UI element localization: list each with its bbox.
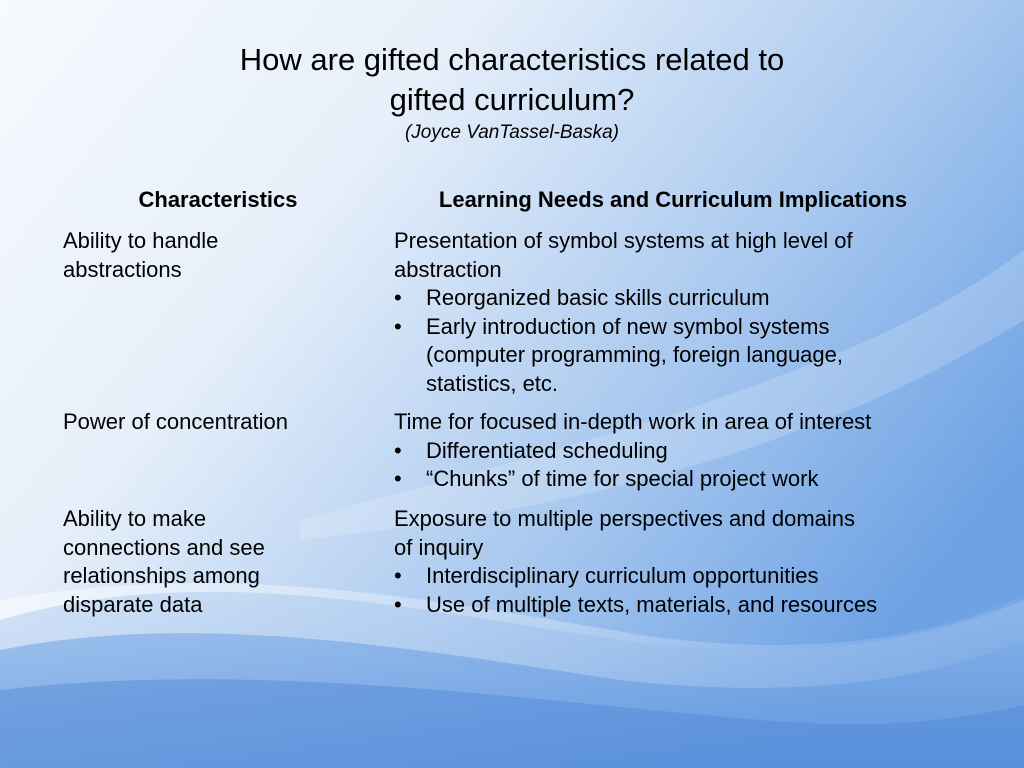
characteristic-cell: [63, 227, 363, 284]
list-item: [394, 284, 964, 313]
learning-needs-cell: [394, 408, 964, 494]
characteristic-line: relationships among: [63, 563, 260, 588]
list-item: [394, 591, 964, 620]
implication-list: [394, 437, 964, 494]
characteristic-line: abstractions: [63, 256, 182, 282]
implication-list: [394, 562, 964, 619]
bullet-icon: •: [394, 285, 402, 310]
slide-title: [112, 40, 912, 120]
slide-title-line-1: How are gifted characteristics related to: [239, 42, 785, 77]
list-item: [394, 465, 964, 494]
bullet-icon: •: [394, 466, 402, 491]
column-header-learning-needs: Learning Needs and Curriculum Implications: [438, 187, 908, 212]
need-line: Exposure to multiple perspectives and domains: [394, 506, 856, 531]
list-item: [394, 562, 964, 591]
list-item: [394, 313, 926, 399]
list-item-text: Use of multiple texts, materials, and resources: [426, 591, 878, 617]
characteristic-line: connections and see: [63, 534, 265, 560]
learning-needs-cell: [394, 227, 964, 398]
list-item-text: Interdisciplinary curriculum opportunities: [426, 563, 819, 588]
learning-needs-cell: [394, 505, 964, 619]
bullet-icon: •: [394, 313, 402, 339]
need-line: Presentation of symbol systems at high level of: [394, 228, 853, 253]
list-item: [394, 437, 964, 466]
slide-attribution: (Joyce VanTassel-Baska): [404, 122, 620, 143]
characteristic-line: disparate data: [63, 591, 203, 617]
characteristic-line: Ability to handle: [63, 228, 219, 253]
list-item-text: “Chunks” of time for special project work: [426, 466, 819, 491]
slide-title-line-2: gifted curriculum?: [389, 82, 635, 117]
list-item-text: Differentiated scheduling: [426, 437, 668, 463]
characteristic-cell: [63, 408, 363, 437]
implication-list: [394, 284, 964, 398]
bullet-icon: •: [394, 591, 402, 617]
need-line: of inquiry: [394, 534, 484, 560]
characteristic-line: Power of concentration: [63, 409, 289, 434]
column-header-characteristics: Characteristics: [138, 187, 298, 212]
characteristic-line: Ability to make: [63, 506, 207, 531]
bullet-icon: •: [394, 563, 402, 588]
need-line: Time for focused in-depth work in area of interest: [394, 409, 872, 434]
bullet-icon: •: [394, 437, 402, 463]
list-item-text: Reorganized basic skills curriculum: [426, 285, 770, 310]
list-item-text: Early introduction of new symbol systems (computer programming, foreign language, statistics, etc.: [426, 313, 844, 396]
characteristic-cell: [63, 505, 363, 619]
need-line: abstraction: [394, 256, 502, 282]
